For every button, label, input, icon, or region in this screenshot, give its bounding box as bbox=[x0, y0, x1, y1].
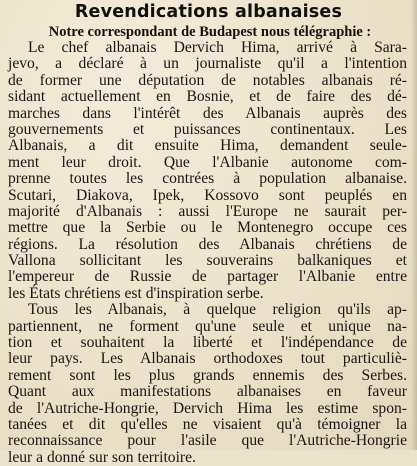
article-line: leur pays. Les Albanais orthodoxes tout particuliè- bbox=[8, 350, 407, 368]
page-edge-shadow bbox=[411, 0, 417, 450]
article-line: les États chrétiens est d'inspiration serbe. bbox=[8, 284, 264, 302]
article-line: sidant actuellement en Bosnie, et de faire des dé- bbox=[8, 88, 407, 106]
article-line: mettre que la Serbie ou le Montenegro occupe ces bbox=[8, 219, 407, 237]
article-body bbox=[8, 40, 407, 466]
article-line: reconnaissance pour l'asile que l'Autriche-Hongrie bbox=[8, 432, 407, 450]
article-line: gouvernements et puissances continentaux. Les bbox=[8, 120, 407, 138]
article-line: jevo, a déclaré à un journaliste qu'il a l'intention bbox=[8, 55, 407, 73]
article-byline: Notre correspondant de Budapest nous télégraphie : bbox=[48, 24, 372, 40]
article-line: tanées et dit qu'elles ne visaient qu'à témoigner la bbox=[8, 415, 407, 433]
article-line: rement sont les plus grands ennemis des Serbes. bbox=[8, 366, 407, 384]
article-headline: Revendications albanaises bbox=[74, 2, 343, 22]
article-line: l'empereur de Russie de partager l'Albanie entre bbox=[8, 268, 407, 286]
article-line: Le chef albanais Dervich Hima, arrivé à Sara- bbox=[28, 39, 407, 56]
article-line: marches dans l'intérêt des Albanais auprès des bbox=[8, 104, 407, 122]
article-line: Scutari, Diakova, Ipek, Kossovo sont peuplés en bbox=[8, 186, 407, 204]
article-line: majorité d'Albanais : aussi l'Europe ne saurait per- bbox=[8, 202, 407, 220]
article-line: de l'Autriche-Hongrie, Dervich Hima les estime spon- bbox=[8, 399, 407, 417]
article-line: Vallona sollicitant les souverains balkaniques et bbox=[8, 252, 407, 270]
article-line: leur a donné sur son territoire. bbox=[8, 448, 196, 466]
article-line: de former une députation de notables albanais ré- bbox=[8, 71, 407, 89]
article-line: ment leur droit. Que l'Albanie autonome com- bbox=[8, 153, 407, 171]
article-line: Quant aux manifestations albanaises en faveur bbox=[8, 383, 407, 401]
article-line: partiennent, ne forment qu'une seule et unique na- bbox=[8, 317, 407, 335]
article-line: prenne toutes les contrées à population albanaise. bbox=[8, 170, 407, 188]
article-line: tion et souhaitent la liberté et l'indépendance de bbox=[8, 334, 407, 352]
article-line: Tous les Albanais, à quelque religion qu'ils ap- bbox=[28, 301, 407, 319]
article-line: régions. La résolution des Albanais chrétiens de bbox=[8, 235, 407, 253]
article-line: Albanais, a dit ensuite Hima, demandent seule- bbox=[8, 137, 407, 155]
